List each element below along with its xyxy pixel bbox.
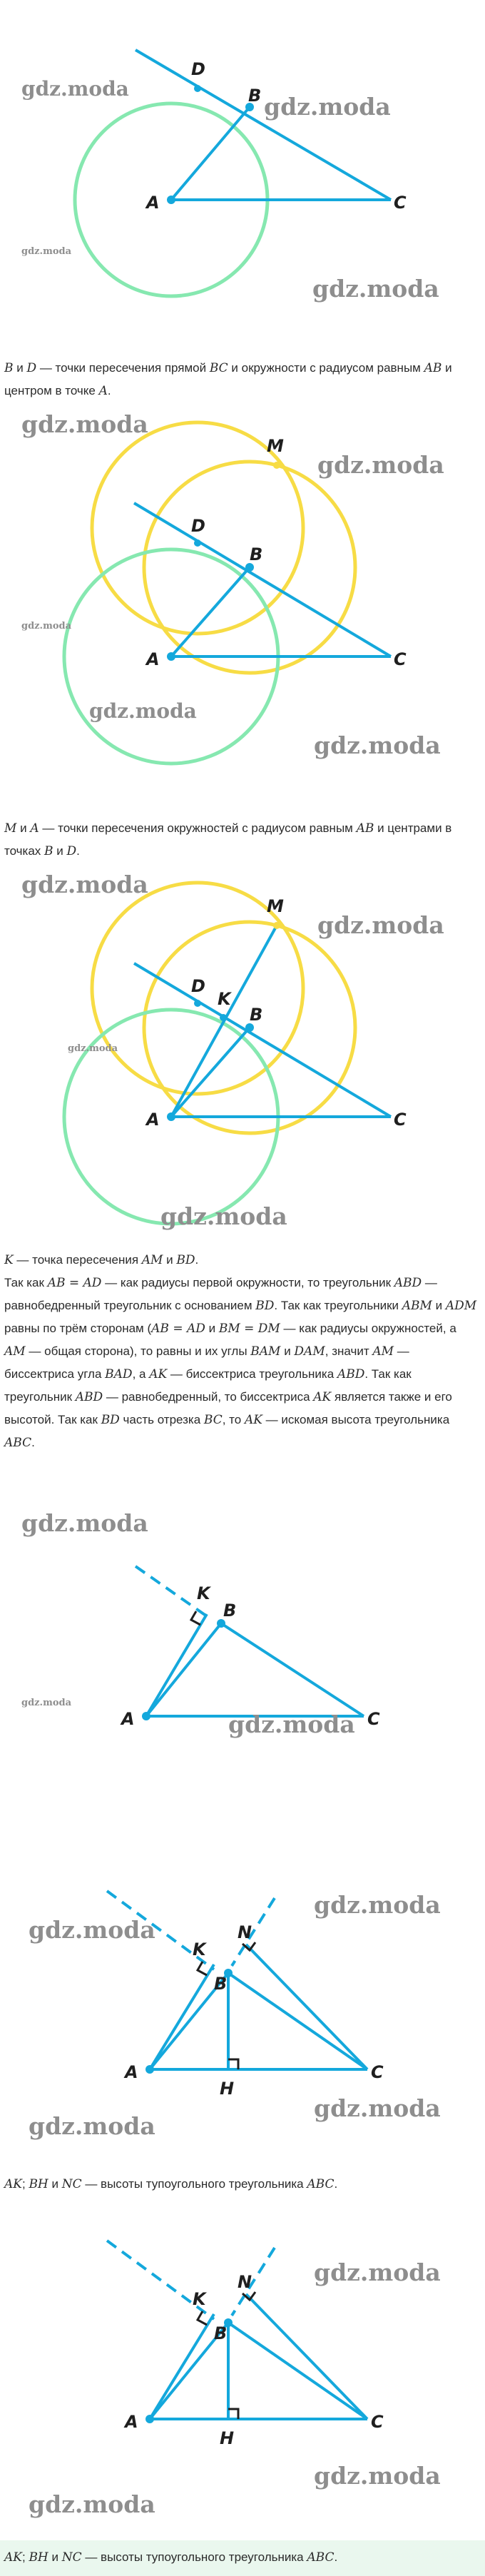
math-symbol: B bbox=[44, 844, 53, 858]
label-m: M bbox=[267, 896, 284, 916]
label-a: A bbox=[146, 649, 160, 669]
step5-text bbox=[0, 2173, 485, 2196]
watermark: gdz.moda bbox=[314, 1891, 441, 1919]
math-symbol: ABC bbox=[307, 2177, 335, 2191]
point-a bbox=[167, 1112, 175, 1121]
watermark: gdz.moda bbox=[68, 1043, 118, 1054]
text-run: ; bbox=[21, 2550, 29, 2564]
math-symbol: AK bbox=[313, 1390, 332, 1404]
text-run: — биссектриса угла bbox=[4, 1344, 409, 1381]
label-m: M bbox=[267, 436, 284, 456]
math-symbol: AM bbox=[4, 1344, 26, 1359]
math-symbol: NC bbox=[61, 2550, 82, 2565]
label-n: N bbox=[238, 2272, 252, 2292]
label-a: A bbox=[146, 193, 160, 213]
text-run: — равнобедренный, то биссектриса bbox=[103, 1390, 314, 1404]
math-symbol: ABD bbox=[75, 1390, 103, 1404]
answer-box bbox=[0, 2540, 485, 2576]
text-run: и bbox=[48, 2177, 62, 2191]
point-m bbox=[273, 462, 280, 469]
math-symbol: M bbox=[4, 821, 17, 836]
watermark: gdz.moda bbox=[314, 2258, 441, 2286]
text-run: и bbox=[205, 1322, 219, 1335]
text-run: равны по трём сторонам ( bbox=[4, 1322, 152, 1335]
text-run: . bbox=[76, 844, 80, 858]
text-run: — высоты тупоугольного треугольника bbox=[81, 2177, 307, 2191]
label-a: A bbox=[125, 2062, 138, 2082]
watermark: gdz.moda bbox=[21, 410, 148, 438]
text-run: часть отрезка bbox=[119, 1413, 204, 1426]
label-b: B bbox=[214, 2323, 228, 2343]
math-symbol: AB bbox=[424, 361, 442, 375]
watermark: gdz.moda bbox=[29, 2112, 155, 2140]
math-symbol: BC bbox=[209, 361, 228, 375]
watermark: gdz.moda bbox=[317, 911, 444, 939]
watermark: gdz.moda bbox=[314, 731, 441, 759]
math-symbol: K bbox=[4, 1253, 14, 1267]
math-symbol: BD bbox=[255, 1299, 275, 1313]
label-n: N bbox=[238, 1922, 252, 1942]
math-symbol: A bbox=[30, 821, 39, 836]
text-run: . Так как треугольник bbox=[4, 1367, 412, 1404]
label-k: K bbox=[197, 1583, 210, 1603]
text-run: . bbox=[334, 2177, 338, 2191]
text-run: , значит bbox=[325, 1344, 373, 1358]
math-symbol: A bbox=[98, 384, 108, 398]
math-symbol: AK bbox=[4, 2550, 22, 2565]
text-run: ; bbox=[21, 2177, 29, 2191]
text-run: — точки пересечения окружностей с радиусом равным bbox=[39, 821, 357, 835]
label-k: K bbox=[193, 1939, 206, 1959]
text-run: и bbox=[13, 361, 27, 375]
label-c: C bbox=[367, 1709, 380, 1729]
label-c: C bbox=[371, 2412, 384, 2432]
segment-ab bbox=[171, 1028, 250, 1117]
step3-text bbox=[0, 1249, 485, 1454]
segment-ab bbox=[171, 107, 250, 200]
text-run: и bbox=[163, 1253, 177, 1267]
line-bc bbox=[134, 963, 391, 1117]
math-symbol: AM bbox=[372, 1344, 394, 1359]
figure-4 bbox=[0, 1509, 485, 1788]
label-a: A bbox=[146, 1110, 160, 1130]
math-symbol: BAD bbox=[105, 1367, 133, 1381]
bc-extension bbox=[136, 1566, 207, 1616]
math-symbol: BD bbox=[176, 1253, 195, 1267]
text-run: и bbox=[432, 1299, 446, 1312]
math-symbol: AK bbox=[244, 1413, 262, 1427]
math-symbol: ADM bbox=[445, 1299, 477, 1313]
figure-3 bbox=[0, 871, 485, 1249]
watermark: gdz.moda bbox=[29, 1916, 155, 1944]
text-run: — биссектриса треугольника bbox=[167, 1367, 337, 1381]
math-symbol: AM bbox=[141, 1253, 163, 1267]
figure-2 bbox=[0, 410, 485, 817]
label-k: K bbox=[218, 989, 231, 1009]
figure-4-drawing bbox=[0, 1509, 485, 1788]
line-bc bbox=[134, 503, 391, 656]
math-symbol: AK bbox=[4, 2177, 22, 2191]
math-symbol: BH bbox=[29, 2550, 48, 2565]
altitude-nc bbox=[246, 1944, 367, 2069]
label-c: C bbox=[394, 649, 407, 669]
label-b: B bbox=[250, 544, 263, 564]
label-h: H bbox=[220, 2428, 235, 2448]
point-d bbox=[194, 539, 201, 547]
label-c: C bbox=[394, 193, 407, 213]
label-c: C bbox=[371, 2062, 384, 2082]
watermark: gdz.moda bbox=[314, 2462, 441, 2490]
watermark: gdz.moda bbox=[228, 1710, 355, 1738]
point-a bbox=[146, 2065, 154, 2074]
label-b: B bbox=[250, 1005, 263, 1025]
text-run: является также и его высотой. Так как bbox=[4, 1390, 452, 1426]
point-a bbox=[146, 2415, 154, 2423]
segment-ab bbox=[146, 1623, 221, 1716]
watermark: gdz.moda bbox=[89, 699, 197, 723]
text-run: и bbox=[53, 844, 67, 858]
figure-5 bbox=[0, 1877, 485, 2155]
watermark: gdz.moda bbox=[160, 1202, 287, 1230]
text-run: и bbox=[280, 1344, 295, 1358]
right-angle-mark bbox=[191, 1611, 200, 1625]
point-m bbox=[273, 922, 280, 929]
math-symbol: AB bbox=[356, 821, 374, 836]
label-d: D bbox=[191, 59, 205, 79]
watermark: gdz.moda bbox=[21, 871, 148, 898]
text-run: Так как bbox=[4, 1276, 48, 1289]
altitude-nc bbox=[246, 2294, 367, 2419]
text-run: . bbox=[31, 1436, 35, 1449]
watermark: gdz.moda bbox=[29, 2490, 155, 2518]
watermark: gdz.moda bbox=[314, 2094, 441, 2122]
segment-bc bbox=[221, 1623, 364, 1716]
right-angle-mark-h bbox=[228, 2409, 238, 2419]
altitude-ak bbox=[150, 1964, 214, 2069]
point-a bbox=[167, 196, 175, 204]
altitude-ak bbox=[146, 1614, 207, 1716]
watermark: gdz.moda bbox=[312, 275, 439, 303]
text-run: , а bbox=[132, 1367, 150, 1381]
point-d bbox=[194, 85, 201, 92]
text-run: — как радиусы первой окружности, то треугольник bbox=[101, 1276, 394, 1289]
math-symbol: AB = AD bbox=[151, 1322, 205, 1336]
text-run: — как радиусы окружностей, а bbox=[280, 1322, 456, 1335]
label-k: K bbox=[193, 2289, 206, 2309]
watermark: gdz.moda bbox=[317, 451, 444, 479]
point-d bbox=[194, 1000, 201, 1007]
text-run: . bbox=[107, 384, 111, 397]
segment-bc bbox=[228, 2323, 367, 2419]
text-run: и центром в точке bbox=[4, 361, 452, 397]
text-run: — равнобедренный треугольник с основанием bbox=[4, 1276, 437, 1312]
text-run: и окружности с радиусом равным bbox=[228, 361, 424, 375]
text-run: . Так как треугольники bbox=[274, 1299, 402, 1312]
point-k bbox=[220, 1014, 227, 1021]
math-symbol: BC bbox=[203, 1413, 223, 1427]
math-symbol: DAM bbox=[294, 1344, 325, 1359]
label-b: B bbox=[223, 1601, 237, 1621]
watermark: gdz.moda bbox=[21, 246, 72, 257]
math-symbol: ABM bbox=[402, 1299, 432, 1313]
text-run: и bbox=[48, 2550, 62, 2564]
label-d: D bbox=[191, 516, 205, 536]
text-run: и центрами в точках bbox=[4, 821, 452, 858]
segment-ab bbox=[171, 567, 250, 656]
label-b: B bbox=[248, 86, 262, 106]
text-run: — точка пересечения bbox=[13, 1253, 142, 1267]
text-run: — высоты тупоугольного треугольника bbox=[81, 2550, 307, 2564]
math-symbol: AB = AD bbox=[47, 1276, 102, 1290]
math-symbol: NC bbox=[61, 2177, 82, 2191]
figure-1 bbox=[0, 0, 485, 357]
text-run: — общая сторона), то равны и их углы bbox=[25, 1344, 251, 1358]
math-symbol: ABD bbox=[337, 1367, 365, 1381]
step1-text bbox=[0, 357, 485, 402]
answer-text bbox=[0, 2546, 485, 2569]
math-symbol: D bbox=[66, 844, 77, 858]
altitude-ak bbox=[150, 2314, 214, 2419]
math-symbol: BM = DM bbox=[218, 1322, 280, 1336]
figure-6 bbox=[0, 2226, 485, 2540]
math-symbol: AK bbox=[149, 1367, 168, 1381]
label-d: D bbox=[191, 976, 205, 996]
watermark: gdz.moda bbox=[21, 621, 72, 632]
text-run: . bbox=[334, 2550, 338, 2564]
watermark: gdz.moda bbox=[21, 1698, 72, 1708]
math-symbol: B bbox=[4, 361, 14, 375]
label-a: A bbox=[125, 2412, 138, 2432]
watermark: gdz.moda bbox=[264, 93, 391, 121]
math-symbol: BH bbox=[29, 2177, 48, 2191]
watermark: gdz.moda bbox=[21, 77, 129, 101]
math-symbol: BAM bbox=[250, 1344, 281, 1359]
math-symbol: ABC bbox=[307, 2550, 335, 2565]
figure-1-drawing bbox=[0, 0, 485, 357]
text-run: , то bbox=[222, 1413, 245, 1426]
text-run: и bbox=[16, 821, 31, 835]
label-h: H bbox=[220, 2079, 235, 2099]
math-symbol: ABC bbox=[4, 1436, 32, 1450]
math-symbol: BD bbox=[101, 1413, 120, 1427]
label-a: A bbox=[121, 1709, 135, 1729]
label-b: B bbox=[214, 1974, 228, 1994]
label-c: C bbox=[394, 1110, 407, 1130]
watermark: gdz.moda bbox=[21, 1509, 148, 1537]
right-angle-mark-h bbox=[228, 2059, 238, 2069]
math-symbol: D bbox=[26, 361, 37, 375]
math-symbol: ABD bbox=[394, 1276, 422, 1290]
text-run: — точки пересечения прямой bbox=[36, 361, 210, 375]
step2-text bbox=[0, 817, 485, 863]
point-a bbox=[142, 1712, 150, 1720]
text-run: — искомая высота треугольника bbox=[262, 1413, 450, 1426]
segment-bc bbox=[228, 1973, 367, 2069]
text-run: . bbox=[195, 1253, 199, 1267]
point-a bbox=[167, 652, 175, 661]
